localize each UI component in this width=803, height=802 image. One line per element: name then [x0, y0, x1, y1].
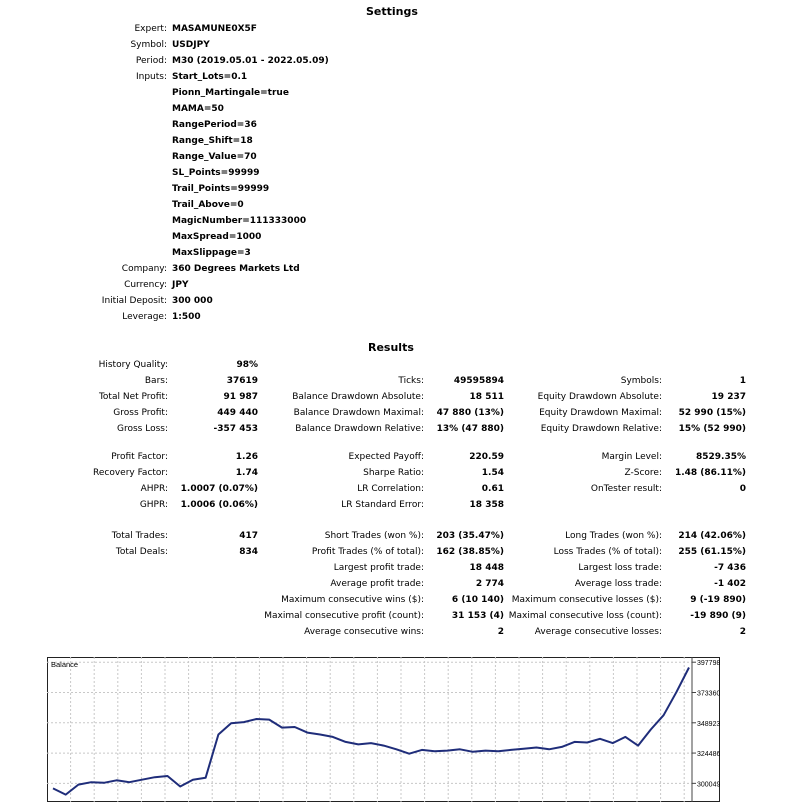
result-label: GHPR: — [139, 500, 168, 510]
input-item: RangePeriod=36 — [172, 120, 257, 130]
result-value: 1.48 (86.11%) — [674, 468, 746, 478]
result-label: Total Net Profit: — [98, 392, 168, 402]
result-value: 8529.35% — [695, 452, 746, 462]
result-label: Maximal consecutive profit (count): — [264, 611, 424, 621]
company-value: 360 Degrees Markets Ltd — [172, 264, 300, 274]
result-value: 162 (38.85%) — [436, 547, 504, 557]
result-label: Long Trades (won %): — [565, 531, 662, 541]
result-value: 31 153 (4) — [451, 611, 504, 621]
inputs-label: Inputs: — [135, 72, 167, 82]
result-label: Margin Level: — [601, 452, 662, 462]
leverage-value: 1:500 — [172, 312, 201, 322]
result-label: Bars: — [144, 376, 168, 386]
result-label: Recovery Factor: — [92, 468, 168, 478]
result-label: Short Trades (won %): — [324, 531, 424, 541]
result-label: LR Correlation: — [357, 484, 424, 494]
chart-frame — [48, 658, 720, 802]
result-value: -1 402 — [714, 579, 746, 589]
result-value: 834 — [239, 547, 258, 557]
y-tick-label: 324486 — [697, 751, 720, 759]
result-label: Loss Trades (% of total): — [553, 547, 662, 557]
input-item: MaxSlippage=3 — [172, 248, 251, 258]
input-item: Pionn_Martingale=true — [172, 88, 289, 98]
result-value: 255 (61.15%) — [678, 547, 746, 557]
result-label: Balance Drawdown Absolute: — [292, 392, 424, 402]
symbol-value: USDJPY — [172, 40, 210, 50]
result-value: 1.54 — [481, 468, 504, 478]
result-label: Largest loss trade: — [578, 563, 662, 573]
result-label: Average profit trade: — [330, 579, 424, 589]
result-value: 9 (-19 890) — [690, 595, 746, 605]
result-value: 52 990 (15%) — [678, 408, 746, 418]
result-label: Total Trades: — [111, 531, 168, 541]
result-label: OnTester result: — [590, 484, 662, 494]
input-item: MagicNumber=111333000 — [172, 216, 307, 226]
result-label: Profit Trades (% of total): — [311, 547, 424, 557]
expert-label: Expert: — [134, 24, 167, 34]
result-label: Maximum consecutive losses ($): — [511, 595, 662, 605]
result-value: 1.26 — [235, 452, 258, 462]
result-label: Maximum consecutive wins ($): — [281, 595, 424, 605]
result-value: 2 — [739, 627, 746, 637]
result-value: 214 (42.06%) — [678, 531, 746, 541]
result-label: History Quality: — [98, 360, 168, 370]
period-label: Period: — [135, 56, 167, 66]
result-value: 0 — [739, 484, 746, 494]
result-label: Ticks: — [398, 376, 424, 386]
input-item: Trail_Points=99999 — [172, 184, 270, 194]
leverage-label: Leverage: — [122, 312, 167, 322]
result-value: 0.61 — [481, 484, 504, 494]
result-label: Average consecutive losses: — [534, 627, 662, 637]
result-label: AHPR: — [140, 484, 168, 494]
result-value: 1.74 — [235, 468, 258, 478]
result-value: 6 (10 140) — [451, 595, 504, 605]
result-value: 449 440 — [217, 408, 258, 418]
result-value: 49595894 — [453, 376, 504, 386]
y-tick-label: 373360 — [697, 690, 720, 698]
result-value: 203 (35.47%) — [436, 531, 504, 541]
result-label: Balance Drawdown Maximal: — [293, 408, 424, 418]
result-value: 19 237 — [711, 392, 746, 402]
input-item: Range_Value=70 — [172, 152, 257, 162]
y-tick-label: 348923 — [697, 720, 720, 728]
result-label: Average consecutive wins: — [304, 627, 424, 637]
company-label: Company: — [121, 264, 167, 274]
result-label: Symbols: — [620, 376, 662, 386]
result-value: 18 448 — [469, 563, 504, 573]
result-value: -357 453 — [213, 424, 258, 434]
settings-title: Settings — [366, 5, 418, 18]
result-value: 18 511 — [469, 392, 504, 402]
result-value: 1.0006 (0.06%) — [180, 500, 258, 510]
chart-title: Balance — [51, 660, 79, 669]
result-label: Maximal consecutive loss (count): — [508, 611, 662, 621]
input-item: Range_Shift=18 — [172, 136, 253, 146]
result-label: Z-Score: — [624, 468, 662, 478]
result-label: Sharpe Ratio: — [363, 468, 424, 478]
deposit-label: Initial Deposit: — [101, 296, 167, 306]
result-value: 417 — [239, 531, 258, 541]
result-value: 1.0007 (0.07%) — [180, 484, 258, 494]
result-value: 2 774 — [475, 579, 504, 589]
result-label: Expected Payoff: — [348, 452, 424, 462]
result-value: -19 890 (9) — [690, 611, 746, 621]
input-item: Trail_Above=0 — [172, 200, 244, 210]
result-label: Equity Drawdown Maximal: — [539, 408, 662, 418]
expert-value: MASAMUNE0X5F — [172, 24, 257, 34]
input-item: Start_Lots=0.1 — [172, 72, 248, 82]
result-label: Gross Profit: — [113, 408, 168, 418]
result-value: 13% (47 880) — [436, 424, 504, 434]
result-value: 18 358 — [469, 500, 504, 510]
result-value: 220.59 — [469, 452, 504, 462]
result-label: Profit Factor: — [111, 452, 168, 462]
result-value: 2 — [497, 627, 504, 637]
currency-label: Currency: — [124, 280, 167, 290]
result-value: 37619 — [226, 376, 258, 386]
result-label: Equity Drawdown Relative: — [540, 424, 662, 434]
input-item: SL_Points=99999 — [172, 168, 260, 178]
result-label: Total Deals: — [115, 547, 168, 557]
result-value: 15% (52 990) — [678, 424, 746, 434]
result-value: 47 880 (13%) — [436, 408, 504, 418]
deposit-value: 300 000 — [172, 296, 213, 306]
result-label: Equity Drawdown Absolute: — [537, 392, 662, 402]
y-tick-label: 397798 — [697, 660, 720, 668]
result-label: Balance Drawdown Relative: — [295, 424, 424, 434]
y-tick-label: 300049 — [697, 781, 720, 789]
currency-value: JPY — [172, 280, 189, 290]
result-label: Average loss trade: — [574, 579, 662, 589]
result-label: Largest profit trade: — [333, 563, 424, 573]
period-value: M30 (2019.05.01 - 2022.05.09) — [172, 56, 329, 66]
input-item: MAMA=50 — [172, 104, 224, 114]
symbol-label: Symbol: — [130, 40, 167, 50]
input-item: MaxSpread=1000 — [172, 232, 262, 242]
result-value: 91 987 — [223, 392, 258, 402]
result-value: 1 — [739, 376, 746, 386]
result-value: -7 436 — [714, 563, 746, 573]
result-value: 98% — [236, 360, 258, 370]
result-label: Gross Loss: — [117, 424, 168, 434]
results-title: Results — [368, 341, 414, 354]
result-label: LR Standard Error: — [341, 500, 424, 510]
balance-chart — [47, 657, 720, 802]
